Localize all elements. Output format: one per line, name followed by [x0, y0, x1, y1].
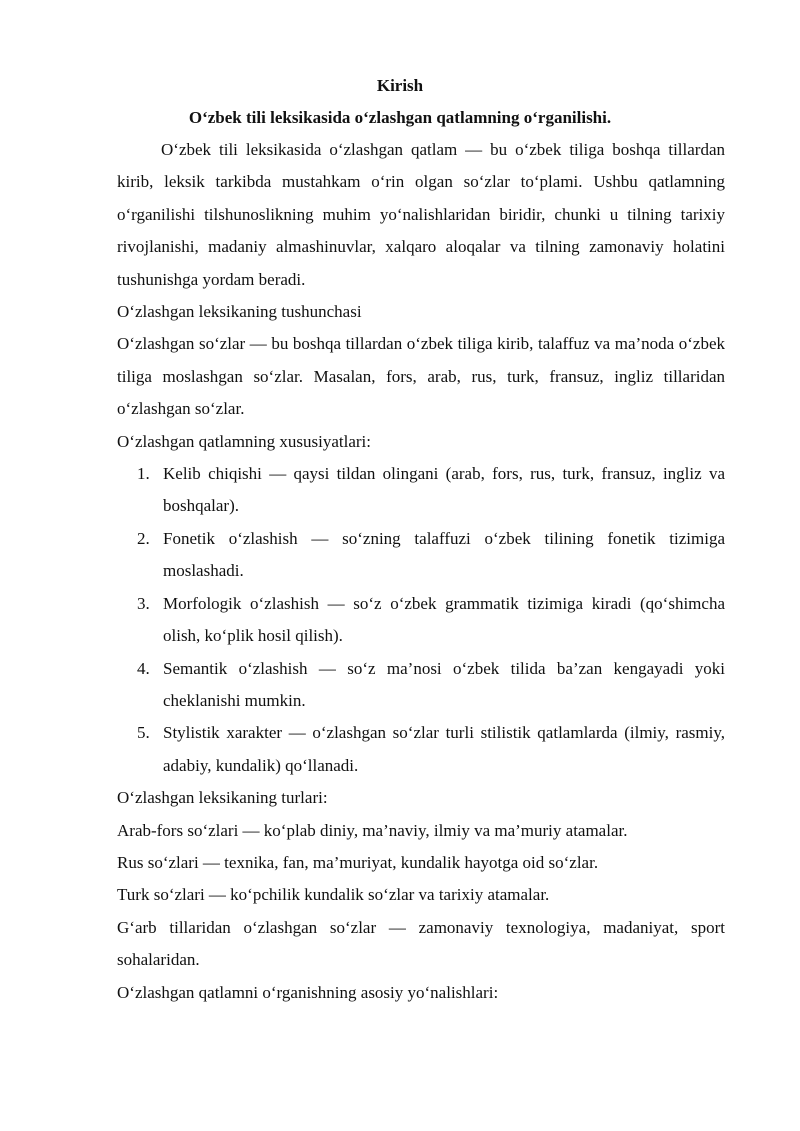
document-body	[117, 134, 725, 1009]
intro-paragraph: O‘zbek tili leksikasida o‘zlashgan qatlam — bu o‘zbek tiliga boshqa tillardan kirib, leksik tarkibda mustahkam o‘rin olgan so‘zlar to‘plami. Ushbu qatlamning o‘rganilishi tilshunoslikning muhim yo‘nalishlaridan biridir, chunki u tilning tarixiy rivojlanishi, madaniy almashinuvlar, xalqaro aloqalar va tilning zamonaviy holatini tushunishga yordam beradi.	[117, 140, 725, 289]
type-paragraph: Rus so‘zlari — texnika, fan, ma’muriyat, kundalik hayotga oid so‘zlar.	[117, 852, 599, 872]
directions-heading: O‘zlashgan qatlamni o‘rganishning asosiy yo‘nalishlari:	[117, 982, 499, 1002]
page-subtitle: O‘zbek tili leksikasida o‘zlashgan qatlamning o‘rganilishi.	[188, 108, 612, 127]
list-item	[117, 653, 725, 718]
type-paragraph: Turk so‘zlari — ko‘pchilik kundalik so‘zlar va tarixiy atamalar.	[117, 885, 550, 905]
list-item	[117, 523, 725, 588]
features-list	[117, 458, 725, 782]
list-item-text: Stylistik xarakter — o‘zlashgan so‘zlar turli stilistik qatlamlarda (ilmiy, rasmiy, adabiy, kundalik) qo‘llanadi.	[163, 723, 725, 775]
features-heading: O‘zlashgan qatlamning xususiyatlari:	[117, 431, 371, 451]
concept-heading: O‘zlashgan leksikaning tushunchasi	[117, 302, 362, 322]
type-paragraph: G‘arb tillaridan o‘zlashgan so‘zlar — zamonaviy texnologiya, madaniyat, sport sohalaridan.	[117, 917, 725, 970]
types-heading: O‘zlashgan leksikaning turlari:	[117, 788, 328, 808]
list-item-number: 3.	[137, 593, 150, 613]
list-item-number: 2.	[137, 528, 150, 548]
list-item	[117, 458, 725, 523]
page-title: Kirish	[376, 76, 424, 95]
type-paragraph: Arab-fors so‘zlari — ko‘plab diniy, ma’naviy, ilmiy va ma’muriy atamalar.	[117, 820, 628, 840]
list-item	[117, 588, 725, 653]
list-item-text: Kelib chiqishi — qaysi tildan olingani (arab, fors, rus, turk, fransuz, ingliz va boshqalar).	[163, 464, 725, 516]
list-item-text: Semantik o‘zlashish — so‘z ma’nosi o‘zbek tilida ba’zan kengayadi yoki cheklanishi mumkin.	[163, 658, 725, 710]
concept-paragraph: O‘zlashgan so‘zlar — bu boshqa tillardan o‘zbek tiliga kirib, talaffuz va ma’noda o‘zbek tiliga moslashgan so‘zlar. Masalan, fors, arab, rus, turk, fransuz, ingliz tillaridan o‘zlashgan so‘zlar.	[117, 334, 725, 419]
list-item-number: 1.	[137, 464, 150, 484]
list-item-text: Fonetik o‘zlashish — so‘zning talaffuzi o‘zbek tilining fonetik tizimiga moslashadi.	[163, 528, 725, 581]
list-item-text: Morfologik o‘zlashish — so‘z o‘zbek grammatik tizimiga kiradi (qo‘shimcha olish, ko‘plik hosil qilish).	[163, 593, 725, 646]
list-item-number: 5.	[137, 723, 150, 743]
list-item	[117, 717, 725, 782]
list-item-number: 4.	[137, 658, 150, 678]
